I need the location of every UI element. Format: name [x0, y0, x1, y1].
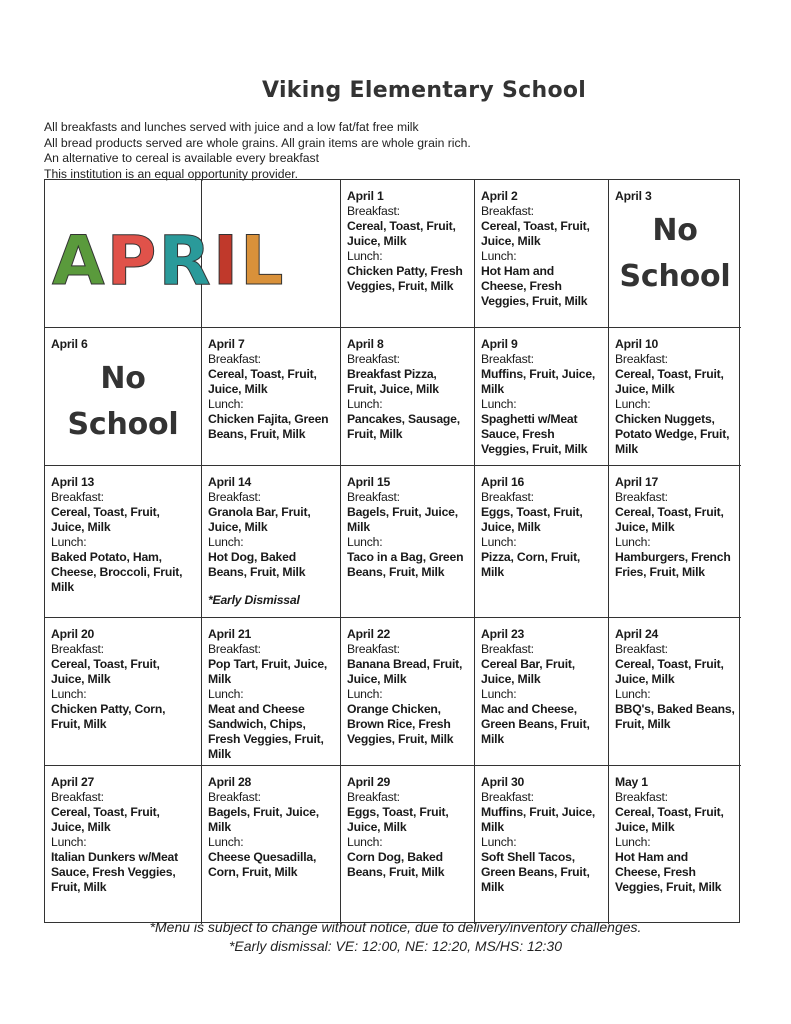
lunch-label: Lunch:	[615, 835, 651, 849]
lunch-label: Lunch:	[208, 397, 244, 411]
lunch-items: Hamburgers, French Fries, Fruit, Milk	[615, 550, 731, 579]
day-date: April 29	[347, 775, 391, 789]
day-cell	[45, 766, 202, 924]
lunch-items: Chicken Patty, Corn, Fruit, Milk	[51, 702, 166, 731]
breakfast-label: Breakfast:	[51, 490, 104, 504]
breakfast-label: Breakfast:	[347, 204, 400, 218]
day-cell	[202, 766, 341, 924]
lunch-items: Italian Dunkers w/Meat Sauce, Fresh Veggies, Fruit, Milk	[51, 850, 178, 894]
breakfast-items: Cereal, Toast, Fruit, Juice, Milk	[615, 657, 724, 686]
day-cell	[475, 466, 609, 618]
lunch-items: Hot Dog, Baked Beans, Fruit, Milk	[208, 550, 306, 579]
day-cell	[475, 328, 609, 466]
menu-notes	[44, 120, 471, 182]
lunch-items: Corn Dog, Baked Beans, Fruit, Milk	[347, 850, 445, 879]
lunch-label: Lunch:	[615, 687, 651, 701]
day-date: April 22	[347, 627, 391, 641]
lunch-items: BBQ's, Baked Beans, Fruit, Milk	[615, 702, 735, 731]
day-cell	[202, 328, 341, 466]
logo-cell	[45, 180, 202, 328]
day-date: May 1	[615, 775, 648, 789]
breakfast-label: Breakfast:	[481, 490, 534, 504]
lunch-label: Lunch:	[347, 397, 383, 411]
breakfast-label: Breakfast:	[208, 642, 261, 656]
breakfast-items: Cereal, Toast, Fruit, Juice, Milk	[208, 367, 317, 396]
day-cell	[609, 618, 741, 766]
breakfast-items: Eggs, Toast, Fruit, Juice, Milk	[481, 505, 583, 534]
breakfast-label: Breakfast:	[481, 204, 534, 218]
day-date: April 30	[481, 775, 525, 789]
breakfast-items: Pop Tart, Fruit, Juice, Milk	[208, 657, 328, 686]
breakfast-items: Cereal, Toast, Fruit, Juice, Milk	[51, 657, 160, 686]
breakfast-label: Breakfast:	[481, 790, 534, 804]
breakfast-label: Breakfast:	[615, 642, 668, 656]
lunch-label: Lunch:	[615, 397, 651, 411]
no-school-word: School	[619, 259, 731, 294]
day-cell	[202, 466, 341, 618]
lunch-label: Lunch:	[51, 687, 87, 701]
breakfast-label: Breakfast:	[347, 352, 400, 366]
lunch-label: Lunch:	[481, 397, 517, 411]
day-date: April 6	[51, 337, 88, 351]
lunch-label: Lunch:	[347, 687, 383, 701]
breakfast-label: Breakfast:	[51, 790, 104, 804]
day-date: April 23	[481, 627, 525, 641]
breakfast-label: Breakfast:	[208, 352, 261, 366]
breakfast-label: Breakfast:	[481, 352, 534, 366]
footer-early-dismissal: *Early dismissal: VE: 12:00, NE: 12:20, MS/HS: 12:30	[228, 938, 563, 954]
day-date: April 17	[615, 475, 659, 489]
breakfast-items: Granola Bar, Fruit, Juice, Milk	[208, 505, 311, 534]
lunch-label: Lunch:	[208, 535, 244, 549]
lunch-label: Lunch:	[208, 687, 244, 701]
breakfast-items: Cereal, Toast, Fruit, Juice, Milk	[615, 505, 724, 534]
lunch-label: Lunch:	[481, 835, 517, 849]
lunch-label: Lunch:	[481, 687, 517, 701]
breakfast-items: Eggs, Toast, Fruit, Juice, Milk	[347, 805, 449, 834]
day-date: April 28	[208, 775, 252, 789]
breakfast-label: Breakfast:	[615, 790, 668, 804]
breakfast-items: Cereal, Toast, Fruit, Juice, Milk	[615, 805, 724, 834]
page-title: Viking Elementary School	[262, 78, 587, 103]
lunch-label: Lunch:	[481, 535, 517, 549]
day-date: April 24	[615, 627, 659, 641]
lunch-items: Hot Ham and Cheese, Fresh Veggies, Fruit, Milk	[481, 264, 588, 308]
note-line: This institution is an equal opportunity provider.	[44, 166, 299, 181]
breakfast-label: Breakfast:	[208, 790, 261, 804]
breakfast-label: Breakfast:	[208, 490, 261, 504]
breakfast-items: Cereal, Toast, Fruit, Juice, Milk	[51, 805, 160, 834]
day-cell	[475, 618, 609, 766]
lunch-label: Lunch:	[481, 249, 517, 263]
logo-letter: A	[52, 222, 105, 301]
day-date: April 9	[481, 337, 518, 351]
day-cell	[341, 766, 475, 924]
breakfast-items: Cereal Bar, Fruit, Juice, Milk	[481, 657, 575, 686]
lunch-label: Lunch:	[51, 835, 87, 849]
early-dismissal-note: *Early Dismissal	[208, 593, 300, 607]
logo-cell	[202, 180, 341, 328]
lunch-items: Pizza, Corn, Fruit, Milk	[481, 550, 581, 579]
day-date: April 1	[347, 189, 384, 203]
breakfast-items: Cereal, Toast, Fruit, Juice, Milk	[481, 219, 590, 248]
day-cell	[609, 766, 741, 924]
day-date: April 16	[481, 475, 525, 489]
day-date: April 2	[481, 189, 518, 203]
note-line: All breakfasts and lunches served with juice and a low fat/fat free milk	[44, 120, 419, 134]
lunch-items: Orange Chicken, Brown Rice, Fresh Veggies, Fruit, Milk	[347, 702, 454, 746]
lunch-label: Lunch:	[347, 249, 383, 263]
day-date: April 7	[208, 337, 245, 351]
breakfast-items: Bagels, Fruit, Juice, Milk	[208, 805, 319, 834]
breakfast-label: Breakfast:	[481, 642, 534, 656]
breakfast-items: Cereal, Toast, Fruit, Juice, Milk	[51, 505, 160, 534]
lunch-items: Chicken Nuggets, Potato Wedge, Fruit, Milk	[615, 412, 730, 456]
day-cell	[341, 618, 475, 766]
day-date: April 14	[208, 475, 252, 489]
day-cell	[609, 466, 741, 618]
no-school-word: School	[67, 407, 179, 442]
day-date: April 13	[51, 475, 95, 489]
lunch-items: Mac and Cheese, Green Beans, Fruit, Milk	[481, 702, 590, 746]
lunch-items: Meat and Cheese Sandwich, Chips, Fresh Veggies, Fruit, Milk	[208, 702, 324, 761]
lunch-items: Hot Ham and Cheese, Fresh Veggies, Fruit, Milk	[615, 850, 722, 894]
breakfast-items: Bagels, Fruit, Juice, Milk	[347, 505, 458, 534]
no-school-label	[615, 208, 735, 300]
breakfast-items: Muffins, Fruit, Juice, Milk	[481, 367, 596, 396]
breakfast-label: Breakfast:	[51, 642, 104, 656]
breakfast-label: Breakfast:	[347, 490, 400, 504]
day-date: April 20	[51, 627, 95, 641]
day-cell	[45, 466, 202, 618]
breakfast-label: Breakfast:	[615, 352, 668, 366]
breakfast-items: Cereal, Toast, Fruit, Juice, Milk	[347, 219, 456, 248]
day-cell	[475, 180, 609, 328]
lunch-items: Taco in a Bag, Green Beans, Fruit, Milk	[347, 550, 464, 579]
breakfast-items: Breakfast Pizza, Fruit, Juice, Milk	[347, 367, 439, 396]
day-date: April 27	[51, 775, 95, 789]
lunch-items: Chicken Patty, Fresh Veggies, Fruit, Milk	[347, 264, 463, 293]
lunch-label: Lunch:	[347, 535, 383, 549]
logo-letter: R	[158, 222, 211, 301]
breakfast-items: Cereal, Toast, Fruit, Juice, Milk	[615, 367, 724, 396]
day-cell	[341, 180, 475, 328]
day-date: April 8	[347, 337, 384, 351]
day-date: April 10	[615, 337, 659, 351]
logo-letter: P	[106, 222, 157, 301]
lunch-items: Baked Potato, Ham, Cheese, Broccoli, Fruit, Milk	[51, 550, 183, 594]
day-date: April 3	[615, 189, 652, 203]
lunch-items: Spaghetti w/Meat Sauce, Fresh Veggies, Fruit, Milk	[481, 412, 588, 456]
day-cell	[341, 466, 475, 618]
breakfast-label: Breakfast:	[615, 490, 668, 504]
no-school-label	[51, 356, 195, 448]
day-cell	[202, 618, 341, 766]
day-date: April 15	[347, 475, 391, 489]
day-cell	[45, 618, 202, 766]
lunch-label: Lunch:	[51, 535, 87, 549]
day-cell	[609, 180, 741, 328]
lunch-items: Cheese Quesadilla, Corn, Fruit, Milk	[208, 850, 317, 879]
no-school-word: No	[652, 213, 698, 248]
lunch-label: Lunch:	[615, 535, 651, 549]
lunch-label: Lunch:	[208, 835, 244, 849]
day-date: April 21	[208, 627, 252, 641]
day-cell	[45, 328, 202, 466]
logo-letter: I	[212, 222, 239, 301]
lunch-items: Pancakes, Sausage, Fruit, Milk	[347, 412, 460, 441]
lunch-items: Chicken Fajita, Green Beans, Fruit, Milk	[208, 412, 329, 441]
lunch-items: Soft Shell Tacos, Green Beans, Fruit, Milk	[481, 850, 590, 894]
footer-disclaimer: *Menu is subject to change without notice, due to delivery/inventory challenges.	[149, 919, 642, 935]
logo-letter: L	[240, 222, 284, 301]
breakfast-label: Breakfast:	[347, 790, 400, 804]
day-cell	[475, 766, 609, 924]
day-cell	[341, 328, 475, 466]
note-line: An alternative to cereal is available every breakfast	[44, 151, 320, 165]
menu-calendar	[44, 179, 740, 923]
lunch-label: Lunch:	[347, 835, 383, 849]
breakfast-label: Breakfast:	[347, 642, 400, 656]
note-line: All bread products served are whole grains. All grain items are whole grain rich.	[44, 135, 471, 150]
day-cell	[609, 328, 741, 466]
breakfast-items: Banana Bread, Fruit, Juice, Milk	[347, 657, 463, 686]
breakfast-items: Muffins, Fruit, Juice, Milk	[481, 805, 596, 834]
no-school-word: No	[100, 361, 146, 396]
